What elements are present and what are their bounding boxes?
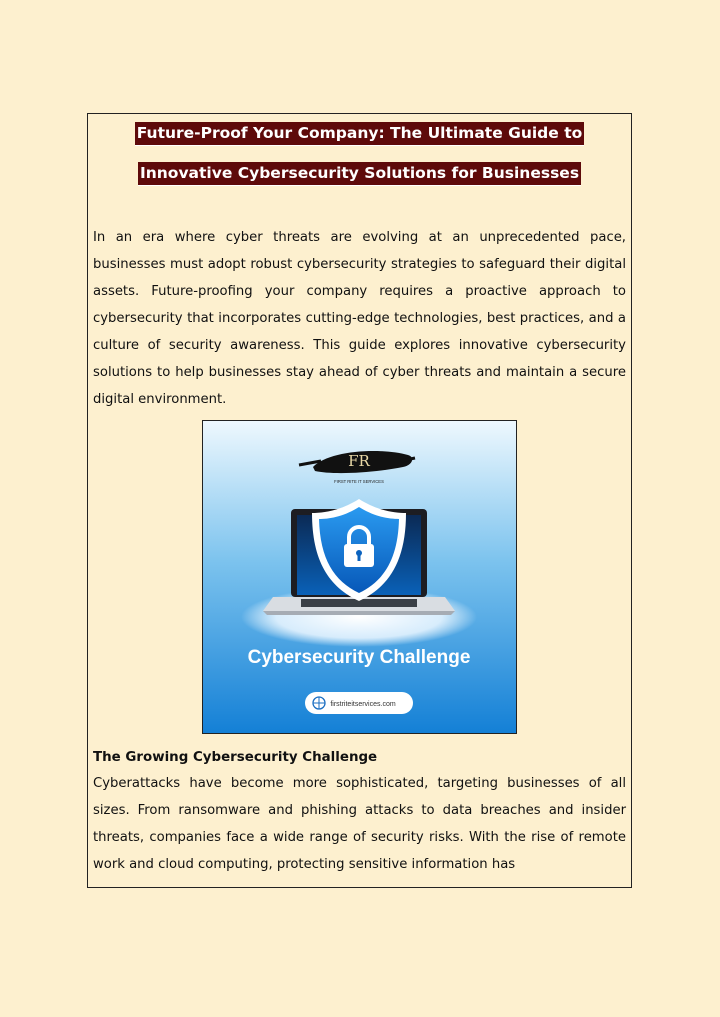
- document-title: [88, 122, 631, 202]
- document-page: [87, 113, 632, 888]
- logo-text: FR: [348, 452, 370, 470]
- intro-paragraph: In an era where cyber threats are evolving at an unprecedented pace, businesses must adopt robust cybersecurity strategies to safeguard their digital assets. Future-proofing your company requires a proactive approach to cybersecurity that incorporates cutting-edge technologies, best practices, and a culture of security awareness. This guide explores innovative cybersecurity solutions to help businesses stay ahead of cyber threats and maintain a secure digital environment.: [93, 230, 626, 407]
- title-line-2: Innovative Cybersecurity Solutions for Businesses: [138, 162, 581, 186]
- hero-headline: Cybersecurity Challenge: [247, 647, 471, 668]
- section-paragraph: Cyberattacks have become more sophisticated, targeting businesses of all sizes. From ransomware and phishing attacks to data breaches and insider threats, companies face a wide range of security risks. With the rise of remote work and cloud computing, protecting sensitive information has: [93, 776, 626, 872]
- section-heading: The Growing Cybersecurity Challenge: [93, 750, 378, 765]
- hero-url: firstriteitservices.com: [330, 701, 396, 708]
- hero-image: [202, 420, 517, 734]
- title-line-1: Future-Proof Your Company: The Ultimate Guide to: [135, 122, 585, 146]
- url-pill: [305, 692, 413, 714]
- brand-name: FIRST RITE IT SERVICES: [334, 479, 384, 484]
